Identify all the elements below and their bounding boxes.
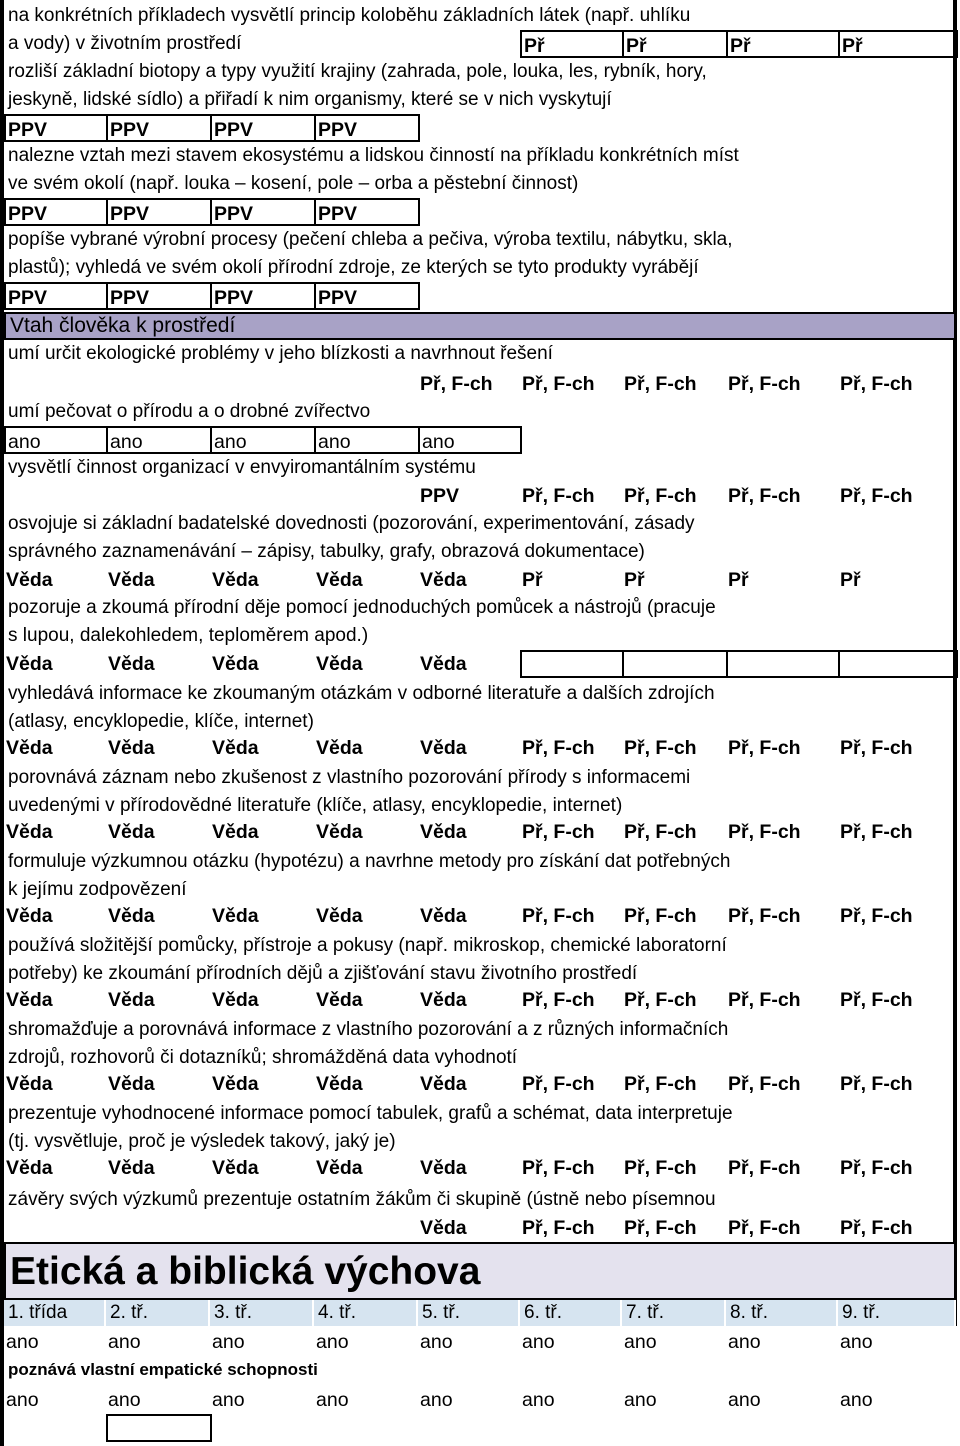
grade-header: 6. tř.	[520, 1300, 622, 1326]
outcome-text: poznává vlastní empatické schopnosti	[8, 1360, 318, 1379]
outcome-text: nalezne vztah mezi stavem ekosystému a lidskou činností na příkladu konkrétních míst ve svém okolí (např. louka – kosení, pole – orba a pěstební činnost)	[8, 145, 739, 194]
subject-cell: Př, F-ch	[522, 821, 595, 843]
subject-cell: Věda	[6, 569, 53, 591]
subject-cell: Př, F-ch	[522, 989, 595, 1011]
subject-cell: Věda	[420, 1217, 467, 1239]
grade-cell: ano	[840, 1331, 873, 1353]
grade-header: 7. tř.	[622, 1300, 726, 1326]
outcome-text: vyhledává informace ke zkoumaným otázkám v odborné literatuře a dalších zdrojích (atlasy, encyklopedie, klíče, internet)	[8, 683, 715, 732]
grade-cell: ano	[316, 1389, 349, 1411]
subject-cell: Věda	[108, 905, 155, 927]
subject-cell: Př, F-ch	[840, 1157, 913, 1179]
grade-cell: ano	[6, 1331, 39, 1353]
subject-cell: PPV	[314, 114, 420, 142]
outcome-text: popíše vybrané výrobní procesy (pečení chleba a pečiva, výroba textilu, nábytku, skla, plastů); vyhledá ve svém okolí přírodní zdroje, ze kterých se tyto produkty vyrábějí	[8, 229, 733, 278]
subject-cell: Př, F-ch	[728, 1157, 801, 1179]
subject-cell: PPV	[106, 282, 212, 310]
subject-cell: PPV	[4, 114, 108, 142]
subject-cell: Př, F-ch	[728, 905, 801, 927]
subject-cell: Věda	[6, 737, 53, 759]
outcome-text: používá složitější pomůcky, přístroje a pokusy (např. mikroskop, chemické laboratorní potřeby) ke zkoumání přírodních dějů a zjišťování stavu životního prostředí	[8, 935, 727, 984]
subject-cell: Př, F-ch	[522, 485, 595, 507]
grade-cell: ano	[108, 1389, 141, 1411]
empty-cell	[106, 1414, 212, 1442]
subject-cell: Věda	[212, 905, 259, 927]
subject-cell: Věda	[6, 905, 53, 927]
grade-cell: ano	[6, 1389, 39, 1411]
subject-cell: Př, F-ch	[624, 737, 697, 759]
subject-cell: ano	[210, 426, 316, 454]
grade-cell: ano	[108, 1331, 141, 1353]
subject-cell: ano	[4, 426, 108, 454]
subject-cell: Př, F-ch	[522, 1073, 595, 1095]
subject-cell: Př, F-ch	[728, 989, 801, 1011]
subject-cell: Př	[624, 569, 645, 591]
grade-header: 3. tř.	[210, 1300, 314, 1326]
subject-cell: Př, F-ch	[522, 737, 595, 759]
grade-header: 5. tř.	[418, 1300, 520, 1326]
subject-cell: Př, F-ch	[728, 1073, 801, 1095]
subject-cell: Př, F-ch	[840, 737, 913, 759]
subject-heading: Etická a biblická výchova	[4, 1242, 956, 1300]
subject-cell: Př	[520, 30, 624, 58]
subject-cell: Př, F-ch	[840, 1217, 913, 1239]
grade-header: 8. tř.	[726, 1300, 838, 1326]
subject-cell: Př, F-ch	[624, 485, 697, 507]
subject-cell: Př, F-ch	[624, 1217, 697, 1239]
subject-cell: Př, F-ch	[522, 1217, 595, 1239]
subject-cell: Př, F-ch	[728, 373, 801, 395]
outcome-text: shromažďuje a porovnává informace z vlastního pozorování a z různých informačních zdrojů, rozhovorů či dotazníků; shromážděná data vyhodnotí	[8, 1019, 729, 1068]
subject-cell: Věda	[420, 821, 467, 843]
grade-cell: ano	[212, 1389, 245, 1411]
subject-cell: Věda	[316, 737, 363, 759]
grade-header: 1. třída	[4, 1300, 106, 1326]
subject-cell: Věda	[6, 1157, 53, 1179]
subject-cell: PPV	[210, 114, 316, 142]
subject-cell: Věda	[316, 905, 363, 927]
grade-cell: ano	[624, 1331, 657, 1353]
subject-cell: PPV	[106, 114, 212, 142]
subject-cell: ano	[106, 426, 212, 454]
outcome-text: závěry svých výzkumů prezentuje ostatním žákům či skupině (ústně nebo písemnou	[8, 1189, 716, 1210]
subject-cell: Př, F-ch	[840, 821, 913, 843]
subject-cell: Př, F-ch	[624, 821, 697, 843]
grade-cell: ano	[728, 1331, 761, 1353]
outcome-text: umí pečovat o přírodu a o drobné zvířectvo	[8, 401, 371, 422]
grade-cell: ano	[420, 1331, 453, 1353]
subject-cell: Věda	[6, 653, 53, 675]
subject-cell: Př, F-ch	[840, 373, 913, 395]
subject-cell: Věda	[108, 1157, 155, 1179]
subject-cell: Př, F-ch	[522, 1157, 595, 1179]
grade-header: 2. tř.	[106, 1300, 210, 1326]
subject-cell: Věda	[420, 569, 467, 591]
subject-cell: Př	[838, 30, 958, 58]
subject-cell: Př, F-ch	[624, 905, 697, 927]
subject-cell: Věda	[212, 1073, 259, 1095]
grade-header: 9. tř.	[838, 1300, 956, 1326]
outcome-text: rozliší základní biotopy a typy využití krajiny (zahrada, pole, louka, les, rybník, hory, jeskyně, lidské sídlo) a přiřadí k nim organismy, které se v nich vyskytují	[8, 61, 707, 110]
subject-cell: Věda	[108, 653, 155, 675]
subject-cell: PPV	[314, 282, 420, 310]
subject-cell: Př, F-ch	[522, 905, 595, 927]
subject-cell: Věda	[316, 569, 363, 591]
subject-cell: Př, F-ch	[420, 373, 493, 395]
subject-cell: Př, F-ch	[624, 1073, 697, 1095]
subject-cell: Věda	[420, 737, 467, 759]
subject-cell: Př, F-ch	[840, 485, 913, 507]
subject-cell: ano	[314, 426, 420, 454]
grade-header: 4. tř.	[314, 1300, 418, 1326]
subject-cell: Př	[622, 30, 728, 58]
grade-cell: ano	[624, 1389, 657, 1411]
subject-cell: Věda	[212, 737, 259, 759]
subject-cell: Věda	[420, 989, 467, 1011]
grade-cell: ano	[522, 1331, 555, 1353]
subject-cell: Věda	[6, 1073, 53, 1095]
subject-cell: Př, F-ch	[624, 1157, 697, 1179]
subject-cell: Věda	[316, 989, 363, 1011]
outcome-text: vysvětlí činnost organizací v envyiromantálním systému	[8, 457, 476, 478]
outcome-text: osvojuje si základní badatelské dovednosti (pozorování, experimentování, zásady správného zaznamenávání – zápisy, tabulky, grafy, obrazová dokumentace)	[8, 513, 695, 562]
subject-cell: Př, F-ch	[840, 1073, 913, 1095]
subject-cell: PPV	[210, 198, 316, 226]
outcome-text: umí určit ekologické problémy v jeho blízkosti a navrhnout řešení	[8, 343, 553, 364]
empty-cell	[622, 650, 728, 678]
subject-cell: Věda	[212, 989, 259, 1011]
subject-cell: Věda	[420, 653, 467, 675]
subject-cell: PPV	[210, 282, 316, 310]
subject-cell: Př, F-ch	[728, 737, 801, 759]
subject-cell: Věda	[212, 653, 259, 675]
subject-cell: Věda	[212, 1157, 259, 1179]
grade-cell: ano	[420, 1389, 453, 1411]
subject-cell: Věda	[212, 821, 259, 843]
subject-cell: Př, F-ch	[728, 485, 801, 507]
subject-cell: Př, F-ch	[522, 373, 595, 395]
section-heading: Vtah člověka k prostředí	[4, 312, 956, 340]
subject-cell: Věda	[6, 821, 53, 843]
subject-cell: Věda	[108, 569, 155, 591]
grade-cell: ano	[522, 1389, 555, 1411]
subject-cell: Př, F-ch	[624, 373, 697, 395]
subject-cell: Př	[726, 30, 840, 58]
subject-cell: Př, F-ch	[624, 989, 697, 1011]
subject-cell: Věda	[316, 653, 363, 675]
subject-cell: Věda	[420, 905, 467, 927]
empty-cell	[838, 650, 958, 678]
subject-cell: Př, F-ch	[840, 989, 913, 1011]
subject-cell: Věda	[316, 821, 363, 843]
subject-cell: Věda	[212, 569, 259, 591]
subject-cell: Věda	[108, 1073, 155, 1095]
subject-cell: Věda	[6, 989, 53, 1011]
grade-cell: ano	[212, 1331, 245, 1353]
outcome-text: formuluje výzkumnou otázku (hypotézu) a navrhne metody pro získání dat potřebných k jejímu zodpovězení	[8, 851, 731, 900]
subject-cell: Věda	[420, 1157, 467, 1179]
subject-cell: ano	[418, 426, 522, 454]
subject-cell: Věda	[316, 1073, 363, 1095]
subject-cell: Věda	[108, 821, 155, 843]
subject-cell: Př	[840, 569, 861, 591]
subject-cell: PPV	[314, 198, 420, 226]
outcome-text: porovnává záznam nebo zkušenost z vlastního pozorování přírody s informacemi uvedenými v přírodovědné literatuře (klíče, atlasy, encyklopedie, internet)	[8, 767, 691, 816]
subject-cell: Věda	[420, 1073, 467, 1095]
subject-cell: Věda	[108, 989, 155, 1011]
subject-cell: PPV	[106, 198, 212, 226]
subject-cell: Př	[728, 569, 749, 591]
outcome-text: prezentuje vyhodnocené informace pomocí tabulek, grafů a schémat, data interpretuje (tj. vysvětluje, proč je výsledek takový, jaký je)	[8, 1103, 733, 1152]
subject-cell: Př, F-ch	[728, 1217, 801, 1239]
subject-cell: Př	[522, 569, 543, 591]
subject-cell: Věda	[316, 1157, 363, 1179]
grade-cell: ano	[728, 1389, 761, 1411]
empty-cell	[520, 650, 624, 678]
subject-cell: PPV	[4, 282, 108, 310]
grade-cell: ano	[840, 1389, 873, 1411]
subject-cell: Věda	[108, 737, 155, 759]
subject-cell: PPV	[420, 485, 460, 507]
outcome-text: pozoruje a zkoumá přírodní děje pomocí jednoduchých pomůcek a nástrojů (pracuje s lupou, dalekohledem, teploměrem apod.)	[8, 597, 716, 646]
outcome-text: na konkrétních příkladech vysvětlí princip koloběhu základních látek (např. uhlíku a vody) v životním prostředí	[8, 5, 691, 54]
grade-cell: ano	[316, 1331, 349, 1353]
subject-cell: Př, F-ch	[840, 905, 913, 927]
empty-cell	[726, 650, 840, 678]
subject-cell: PPV	[4, 198, 108, 226]
subject-cell: Př, F-ch	[728, 821, 801, 843]
